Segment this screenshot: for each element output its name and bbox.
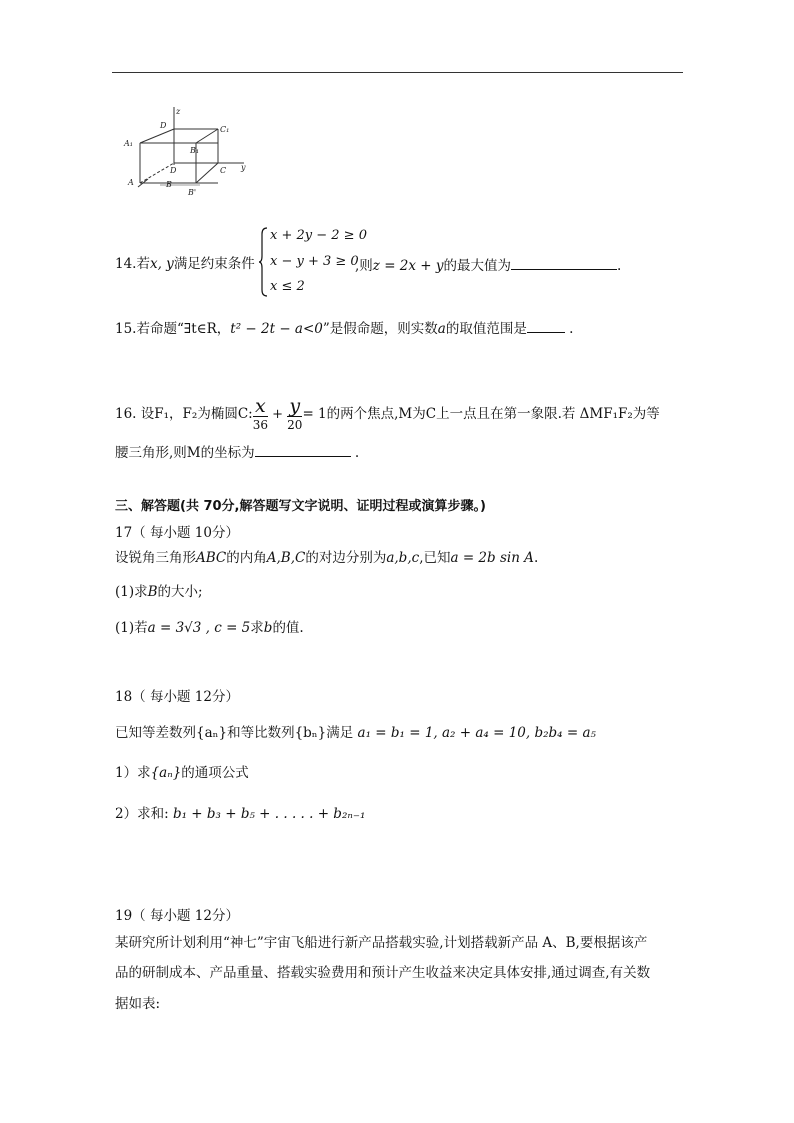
q16-fraction-x: $\frac{x}{36}$ bbox=[252, 395, 268, 432]
q17-part-1: (1)求B的大小; bbox=[115, 584, 203, 600]
label-C1: C₁ bbox=[220, 125, 230, 134]
q14-constraint-1: x + 2y − 2 ≥ 0 bbox=[270, 228, 367, 243]
label-B1: B₁ bbox=[190, 146, 200, 155]
q14-constraint-2: x − y + 3 ≥ 0 bbox=[270, 254, 359, 269]
q15-line: 15.若命题“∃t∈R，t² − 2t − a<0”是假命题，则实数a的取值范围是 . bbox=[115, 318, 573, 338]
brace-icon bbox=[258, 226, 268, 298]
label-z: z bbox=[176, 107, 181, 116]
q16-line-1: 16. 设F₁，F₂为椭圆C: $\frac{x}{36}$ + $\frac{y}{20}$ = 1的两个焦点,M为C上一点且在第一象限.若 ΔMF₁F₂为等 bbox=[115, 395, 660, 432]
label-B: B bbox=[166, 180, 172, 189]
q19-line-2: 品的研制成本、产品重量、搭载实验费用和预计产生收益来决定具体安排,通过调查,有关数 bbox=[115, 965, 651, 981]
q16-fraction-y: $\frac{y}{20}$ bbox=[287, 395, 303, 432]
q19-line-3: 据如表: bbox=[115, 996, 161, 1012]
label-D1: D bbox=[170, 166, 177, 175]
label-C: C bbox=[220, 166, 227, 175]
q17-part-2: (1)若a = 3√3 , c = 5求b的值. bbox=[115, 620, 304, 636]
q14-line: 14.若x, y满足约束条件 bbox=[115, 256, 255, 272]
q14-answer-blank[interactable] bbox=[511, 255, 617, 270]
q18-head: 18（ 每小题 12分） bbox=[115, 689, 239, 705]
q18-part-2: 2）求和: b₁ + b₃ + b₅ + . . . . . + b₂ₙ₋₁ bbox=[115, 806, 366, 822]
q14-tail: ,则z = 2x + y的最大值为 . bbox=[355, 255, 621, 275]
label-A1: A₁ bbox=[124, 139, 133, 148]
q19-head: 19（ 每小题 12分） bbox=[115, 908, 239, 924]
cube-coordinate-figure bbox=[120, 105, 250, 200]
q17-stem: 设锐角三角形ABC的内角A,B,C的对边分别为a,b,c,已知a = 2b sin A. bbox=[115, 550, 539, 566]
header-rule bbox=[112, 72, 683, 73]
section-3-heading: 三、解答题(共 70分,解答题写文字说明、证明过程或演算步骤。) bbox=[115, 499, 486, 514]
q18-part-1: 1）求{aₙ}的通项公式 bbox=[115, 765, 249, 781]
q17-head: 17（ 每小题 10分） bbox=[115, 525, 239, 541]
label-y: y bbox=[241, 163, 246, 172]
label-D: D bbox=[160, 121, 167, 130]
label-A: A bbox=[128, 178, 134, 187]
q16-answer-blank[interactable] bbox=[255, 442, 351, 457]
q15-answer-blank[interactable] bbox=[527, 318, 565, 333]
label-B2: B' bbox=[188, 188, 197, 197]
q19-line-1: 某研究所计划利用“神七”宇宙飞船进行新产品搭载实验,计划搭载新产品 A、B,要根据该产 bbox=[115, 935, 648, 951]
q18-stem: 已知等差数列{aₙ}和等比数列{bₙ}满足 a₁ = b₁ = 1, a₂ + a₄ = 10, b₂b₄ = a₅ bbox=[115, 725, 596, 741]
q16-line-2: 腰三角形,则M的坐标为 . bbox=[115, 442, 359, 462]
q14-constraint-3: x ≤ 2 bbox=[270, 279, 305, 294]
q14-constraint-system bbox=[258, 226, 368, 298]
